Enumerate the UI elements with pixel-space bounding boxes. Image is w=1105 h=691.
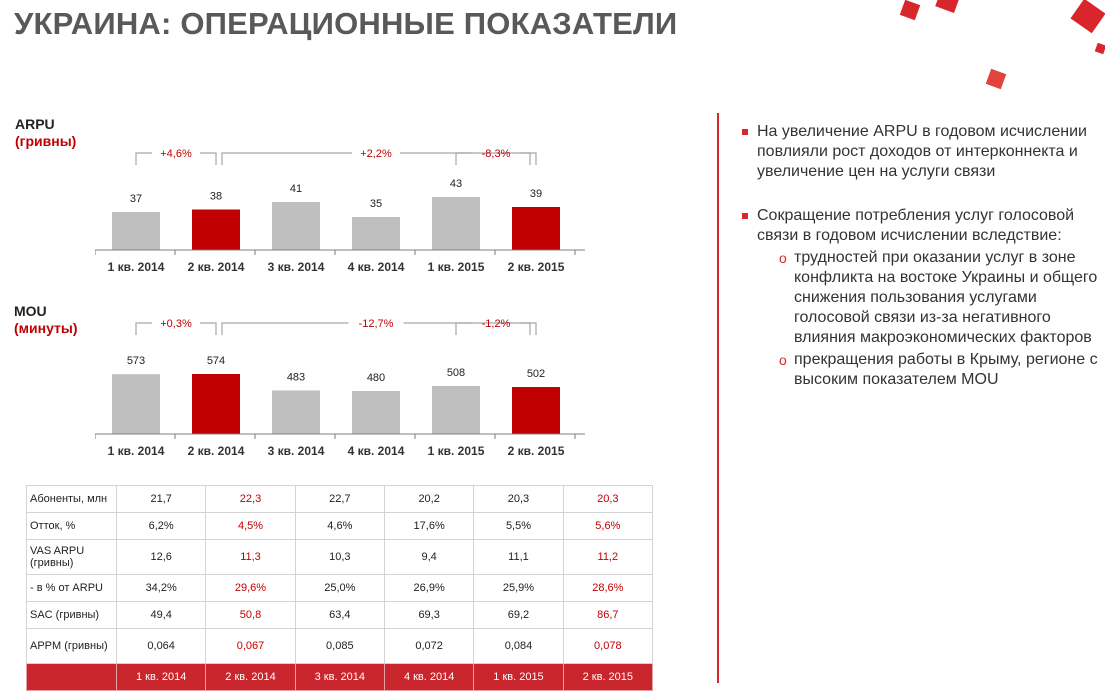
commentary-list [742,122,1102,414]
change-label: +2,2% [360,148,392,160]
x-tick-label: 3 кв. 2014 [267,260,325,274]
sub-bullet-item [757,350,1102,390]
table-cell: 5,5% [474,513,563,540]
change-bracket [400,153,530,165]
circle-bullet-icon: o [779,352,787,368]
table-cell: 22,7 [295,486,384,513]
x-tick-label: 2 кв. 2014 [187,444,245,458]
footer-period-cell: 3 кв. 2014 [295,664,384,691]
change-bracket [456,153,472,165]
table-cell: 20,3 [474,486,563,513]
row-label: SAC (гривны) [27,602,117,629]
kpi-table [26,485,653,691]
change-bracket [200,153,216,165]
bar [192,210,240,251]
table-cell: 21,7 [117,486,206,513]
bar [352,217,400,250]
row-label: APPM (гривны) [27,629,117,664]
table-cell: 26,9% [384,575,473,602]
table-cell: 28,6% [563,575,652,602]
bullet-item [742,206,1102,390]
table-cell: 12,6 [117,540,206,575]
decorative-cube [900,0,921,20]
change-label: -12,7% [358,318,394,330]
table-cell: 49,4 [117,602,206,629]
data-label: 573 [126,355,146,368]
data-label: 574 [206,355,226,367]
change-label: -8,3% [481,148,511,160]
table-cell: 22,3 [206,486,295,513]
bar [432,197,480,250]
change-bracket [136,153,152,165]
data-label: 502 [526,368,546,381]
table-cell: 17,6% [384,513,473,540]
sub-bullet-text: трудностей при оказании услуг в зоне конфликта на востоке Украины и общего снижения пользования услугами голосовой связи из-за негативного влияния макроэкономических факторов [794,249,1098,346]
row-label: VAS ARPU (гривны) [27,540,117,575]
table-cell: 9,4 [384,540,473,575]
footer-period-cell: 2 кв. 2014 [206,664,295,691]
data-label: 37 [129,193,143,205]
bar [112,374,160,434]
sub-bullet-item [757,248,1102,348]
table-cell: 5,6% [563,513,652,540]
table-row [27,602,653,629]
decorative-cube [986,69,1007,90]
table-cell: 11,3 [206,540,295,575]
table-cell: 69,3 [384,602,473,629]
table-cell: 0,084 [474,629,563,664]
table-row [27,486,653,513]
bar [432,386,480,434]
data-label: 483 [286,371,306,384]
table-cell: 50,8 [206,602,295,629]
data-label: 480 [366,372,386,384]
footer-period-cell: 2 кв. 2015 [563,664,652,691]
x-tick-label: 2 кв. 2014 [187,260,245,274]
table-row [27,513,653,540]
circle-bullet-icon: o [779,250,787,266]
table-footer-row [27,664,653,691]
footer-period-cell: 4 кв. 2014 [384,664,473,691]
data-label: 38 [209,190,223,203]
x-tick-label: 1 кв. 2014 [107,260,165,274]
data-label: 508 [446,366,466,379]
sub-bullet-text: прекращения работы в Крыму, регионе с высоким показателем MOU [794,351,1098,388]
arpu-label-line2: (гривны) [15,133,77,149]
table-cell: 20,3 [563,486,652,513]
x-tick-label: 2 кв. 2015 [507,260,565,274]
arpu-bar-chart [95,140,585,280]
arpu-label-line1: ARPU [15,116,55,132]
table-row [27,575,653,602]
change-bracket [456,323,472,335]
x-tick-label: 2 кв. 2015 [507,444,565,458]
table-cell: 34,2% [117,575,206,602]
table-cell: 63,4 [295,602,384,629]
decorative-cube [1095,43,1105,55]
table-cell: 0,067 [206,629,295,664]
data-label: 41 [289,183,303,195]
table-row [27,629,653,664]
bullet-text: На увеличение ARPU в годовом исчислении повлияли рост доходов от интерконнекта и увеличение цен на услуги связи [757,123,1087,180]
change-label: +0,3% [160,318,192,330]
table-cell: 0,085 [295,629,384,664]
data-label: 35 [369,198,383,210]
table-cell: 86,7 [563,602,652,629]
bar [352,391,400,434]
table-cell: 25,0% [295,575,384,602]
table-cell: 25,9% [474,575,563,602]
footer-period-cell: 1 кв. 2014 [117,664,206,691]
x-tick-label: 4 кв. 2014 [347,260,405,274]
data-label: 39 [529,188,543,200]
bar [272,390,320,434]
mou-label-line2: (минуты) [14,320,78,336]
bar [112,212,160,250]
footer-period-cell: 1 кв. 2015 [474,664,563,691]
bar [272,202,320,250]
change-bracket [200,323,216,335]
x-tick-label: 1 кв. 2015 [427,444,485,458]
bar [512,207,560,250]
change-bracket [520,153,536,165]
decorative-cube [1070,0,1105,33]
x-tick-label: 3 кв. 2014 [267,444,325,458]
table-row [27,540,653,575]
change-bracket [404,323,530,335]
bullet-square-icon [742,129,748,135]
decorative-cube [935,0,959,13]
bullet-item [742,122,1102,182]
table-cell: 0,072 [384,629,473,664]
bar [192,374,240,434]
row-label: Абоненты, млн [27,486,117,513]
change-bracket [520,323,536,335]
table-cell: 20,2 [384,486,473,513]
change-bracket [222,323,348,335]
table-cell: 6,2% [117,513,206,540]
x-tick-label: 1 кв. 2014 [107,444,165,458]
bar [512,387,560,434]
change-bracket [136,323,152,335]
change-bracket [222,153,352,165]
x-tick-label: 1 кв. 2015 [427,260,485,274]
bullet-text: Сокращение потребления услуг голосовой связи в годовом исчислении вследствие: [757,207,1075,244]
table-cell: 4,5% [206,513,295,540]
page-title: УКРАИНА: ОПЕРАЦИОННЫЕ ПОКАЗАТЕЛИ [14,6,678,41]
mou-label-line1: MOU [14,303,47,319]
change-label: +4,6% [160,148,192,160]
mou-chart-label [14,303,78,337]
table-cell: 10,3 [295,540,384,575]
data-label: 43 [449,178,463,190]
footer-blank-cell [27,664,117,691]
x-tick-label: 4 кв. 2014 [347,444,405,458]
vertical-divider [717,113,719,683]
table-cell: 4,6% [295,513,384,540]
table-cell: 69,2 [474,602,563,629]
row-label: Отток, % [27,513,117,540]
row-label: - в % от ARPU [27,575,117,602]
mou-bar-chart [95,308,585,460]
arpu-chart-label [15,116,76,150]
table-cell: 0,078 [563,629,652,664]
table-cell: 29,6% [206,575,295,602]
table-cell: 11,1 [474,540,563,575]
change-label: -1,2% [481,318,511,330]
bullet-square-icon [742,213,748,219]
table-cell: 0,064 [117,629,206,664]
table-cell: 11,2 [563,540,652,575]
